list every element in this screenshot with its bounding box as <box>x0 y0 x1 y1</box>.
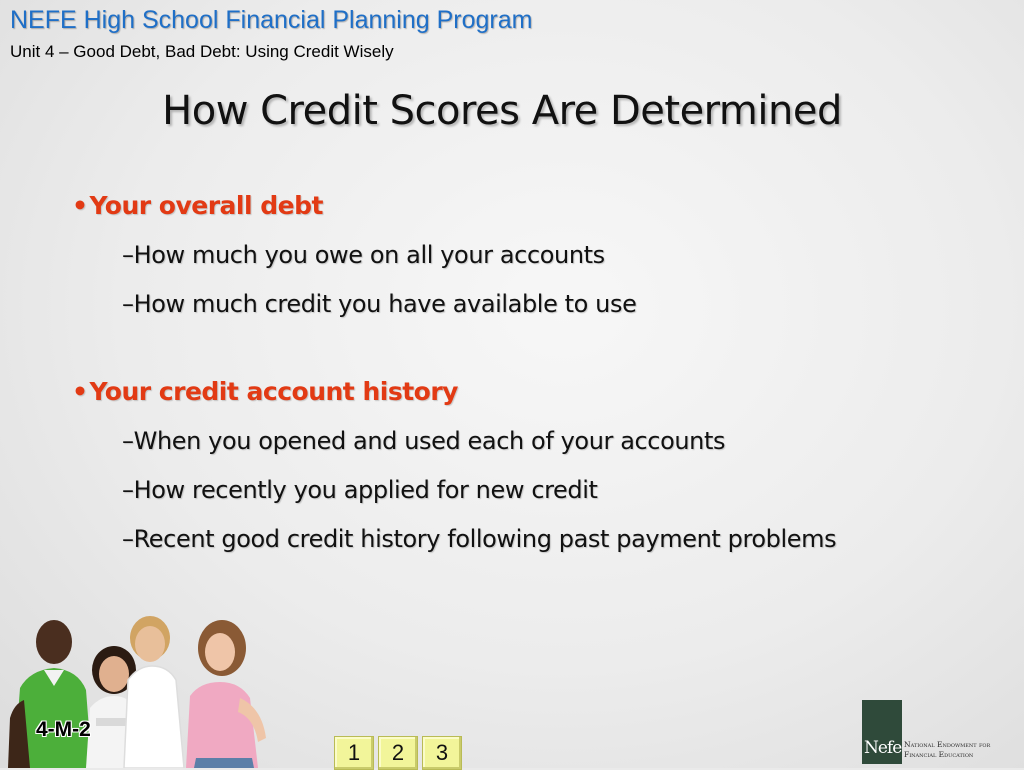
dash-marker: – <box>122 476 134 504</box>
dash-marker: – <box>122 241 134 269</box>
sub-item <box>122 421 872 461</box>
page-button-2[interactable]: 2 <box>378 736 418 770</box>
bullet-label: Your credit account history <box>89 377 458 406</box>
spacer <box>72 324 872 372</box>
sub-item <box>122 235 872 275</box>
sub-item-label: How much you owe on all your accounts <box>133 241 605 269</box>
sub-item-label: How recently you applied for new credit <box>133 476 598 504</box>
bullet-overall-debt <box>72 186 872 226</box>
logo-mark: Nefe <box>864 738 902 758</box>
sub-item-label: How much credit you have available to use <box>133 290 637 318</box>
sub-item <box>122 470 872 510</box>
slide-content <box>72 186 872 559</box>
bullet-label: Your overall debt <box>89 191 323 220</box>
logo-line-1: National Endowment for <box>904 740 991 749</box>
dash-marker: – <box>122 525 134 553</box>
unit-title: Unit 4 – Good Debt, Bad Debt: Using Credit Wisely <box>10 42 394 61</box>
sub-item-label: When you opened and used each of your accounts <box>133 427 726 455</box>
students-group-photo <box>0 608 270 768</box>
slide-code: 4-M-2 <box>36 718 91 741</box>
program-title: NEFE High School Financial Planning Program <box>10 6 533 34</box>
slide-title: How Credit Scores Are Determined <box>162 88 842 134</box>
bullet-dot-icon: • <box>72 377 88 406</box>
nefe-logo <box>862 700 1020 764</box>
sub-item-label: Recent good credit history following past payment problems <box>133 525 837 553</box>
logo-line-2: Financial Education <box>904 750 974 759</box>
page-navigation <box>334 736 462 770</box>
sub-item <box>122 519 842 559</box>
bullet-dot-icon: • <box>72 191 88 220</box>
dash-marker: – <box>122 427 134 455</box>
logo-text <box>904 740 990 760</box>
sub-item <box>122 284 872 324</box>
page-button-3[interactable]: 3 <box>422 736 462 770</box>
dash-marker: – <box>122 290 134 318</box>
bullet-credit-history <box>72 372 872 412</box>
page-button-1[interactable]: 1 <box>334 736 374 770</box>
